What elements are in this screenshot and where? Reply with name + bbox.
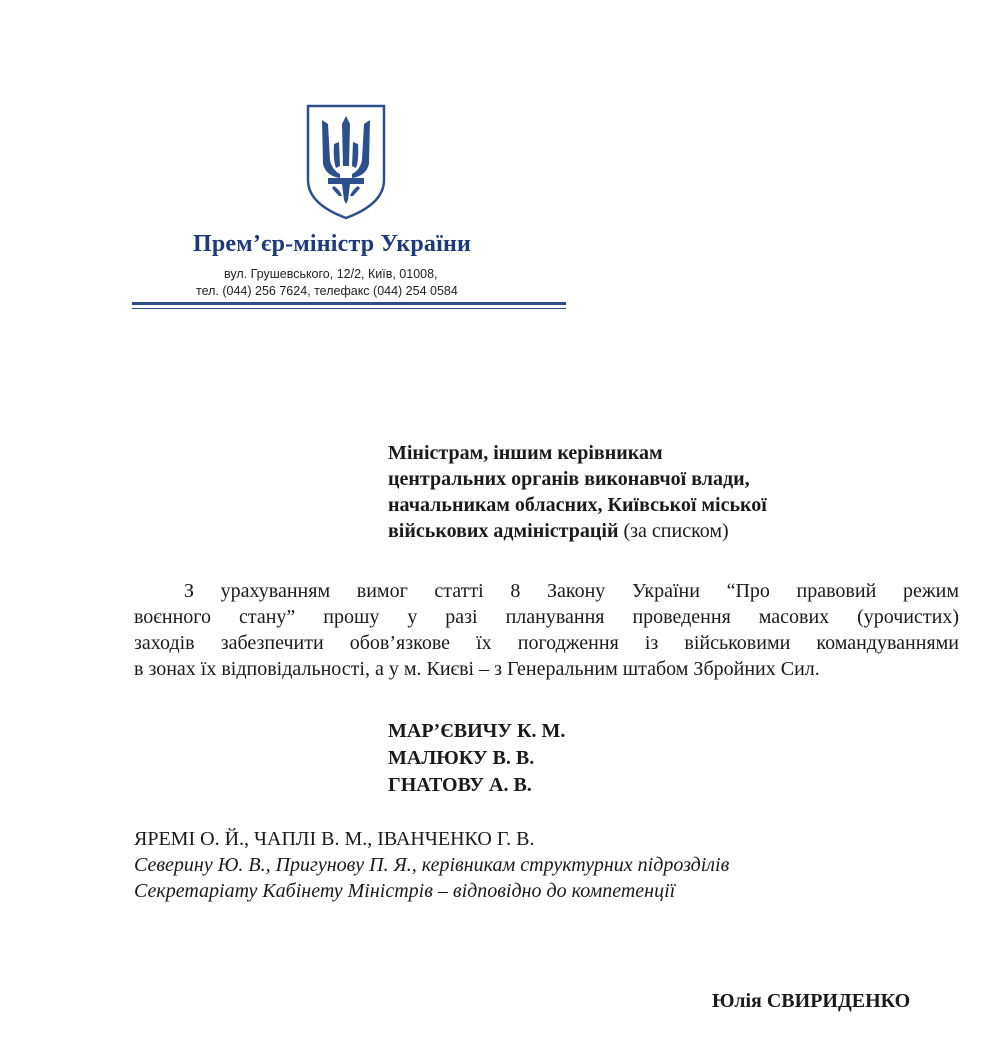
recipient-name: МАЛЮКУ В. В. — [388, 747, 535, 769]
addressee-bold-text: військових адміністрацій — [388, 520, 619, 542]
addressee-line: центральних органів виконавчої влади, — [388, 468, 750, 490]
address-street: вул. Грушевського, 12/2, Київ, 01008, — [224, 267, 438, 281]
recipient-name: ГНАТОВУ А. В. — [388, 774, 532, 796]
address-phones: тел. (044) 256 7624, телефакс (044) 254 0584 — [196, 284, 458, 298]
recipients-block — [388, 718, 565, 799]
addressee-line — [388, 518, 767, 544]
addressee-block — [388, 440, 767, 544]
letterhead-rule-thick — [132, 302, 566, 305]
letterhead — [0, 0, 1003, 320]
letter-body — [134, 578, 959, 682]
addressee-note: (за списком) — [618, 520, 729, 542]
signature — [712, 990, 910, 1013]
signature-last-name: СВИРИДЕНКО — [766, 990, 911, 1012]
addressee-line: начальникам обласних, Київської міської — [388, 494, 767, 516]
letterhead-rule-thin — [132, 308, 566, 309]
body-line: заходів забезпечити обов’язкове їх погодження із військовими командуваннями — [134, 632, 959, 654]
copies-line: ЯРЕМІ О. Й., ЧАПЛІ В. М., ІВАНЧЕНКО Г. В. — [134, 828, 535, 850]
signature-first-name: Юлія — [712, 990, 762, 1012]
office-title: Прем’єр-міністр України — [193, 231, 472, 257]
addressee-line: Міністрам, іншим керівникам — [388, 442, 663, 464]
body-line: воєнного стану” прошу у разі планування проведення масових (урочистих) — [134, 606, 959, 628]
recipient-name: МАР’ЄВИЧУ К. М. — [388, 720, 566, 742]
copies-block — [134, 826, 729, 904]
trident-icon — [306, 104, 386, 220]
body-line: З урахуванням вимог статті 8 Закону України “Про правовий режим — [184, 580, 959, 602]
copies-line: Северину Ю. В., Пригунову П. Я., керівникам структурних підрозділів — [134, 854, 730, 876]
body-line: в зонах їх відповідальності, а у м. Києві – з Генеральним штабом Збройних Сил. — [134, 658, 820, 680]
copies-line: Секретаріату Кабінету Міністрів – відповідно до компетенції — [134, 880, 676, 902]
